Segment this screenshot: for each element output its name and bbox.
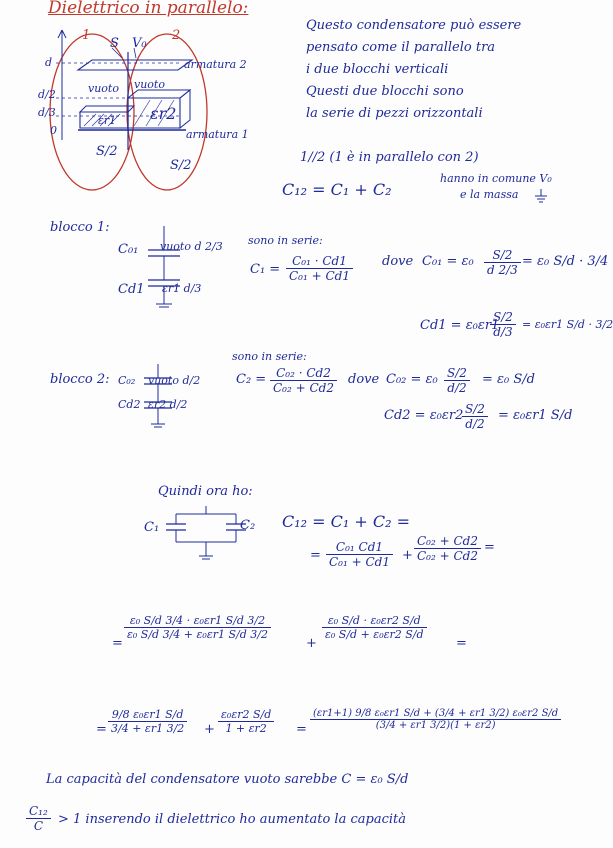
common-note-1: hanno in comune V₀ [440,172,552,185]
final-term-2-num: C₀₂ + Cd2 [414,534,481,549]
explanation-line-3: i due blocchi verticali [306,62,449,77]
step2-plus: + [306,636,317,651]
explanation-line-5: la serie di pezzi orizzontali [306,106,483,121]
c01-label: C₀₁ [118,242,139,257]
c1-denominator: C₀₁ + Cd1 [289,269,350,283]
conclusion-line-2: > 1 inserendo il dielettrico ho aumentato la capacità [58,812,406,827]
vuoto-right-label: vuoto [134,78,165,91]
c1-lhs: C₁ = [250,262,281,277]
block-1-heading: blocco 1: [50,220,110,235]
half-area-left: S/2 [96,144,118,159]
final-plus-1: + [402,548,413,563]
cd1-lhs: Cd1 = ε₀εr1 [420,318,500,333]
step2-term-2-den: ε₀ S/d + ε₀εr2 S/d [325,628,424,641]
page-title: Dielettrico in parallelo: [48,0,249,18]
cd1-rhs: = ε₀εr1 S/d · 3/2 [522,318,613,331]
step2-term-1 [124,614,271,641]
step2-eq-end: = [456,636,467,651]
cd1-label: Cd1 [118,282,145,297]
conclusion-ratio [26,804,51,833]
explanation-line-1: Questo condensatore può essere [306,18,522,33]
er2-label: εr2 [150,104,177,123]
final-term-2-den: C₀₂ + Cd2 [417,549,478,563]
height-d-label: d [45,56,53,69]
v0-label: V₀ [132,36,147,51]
c1-numerator: C₀₁ · Cd1 [286,254,353,269]
c02-denominator: d/2 [447,381,467,395]
c2-numerator: C₀₂ · Cd2 [270,366,337,381]
block-2-series-note: sono in serie: [232,350,307,363]
cd2-denominator: d/2 [465,417,485,431]
step3-result-den: (3/4 + εr1 3/2)(1 + εr2) [375,720,496,731]
block-1-dove: dove [382,254,414,269]
vuoto-d23-label: vuoto d 2/3 [160,240,223,253]
final-term-1-den: C₀₁ + Cd1 [329,555,390,569]
c02-lhs: C₀₂ = ε₀ [386,372,438,387]
block-1-series-note: sono in serie: [248,234,323,247]
vuoto-d2-label: vuoto d/2 [148,374,201,387]
vuoto-left-label: vuoto [88,82,119,95]
conclusion-ratio-num: C₁₂ [26,804,51,819]
c2-lhs: C₂ = [236,372,267,387]
c2-denominator: C₀₂ + Cd2 [273,381,334,395]
block-2-label: 2 [172,28,181,43]
block-2-dove: dove [348,372,380,387]
step3-term-1 [108,708,187,735]
c02-numerator: S/2 [444,366,470,381]
er1-d3-label: εr1 d/3 [162,282,202,295]
explanation-line-2: pensato come il parallelo tra [306,40,496,55]
armatura-1-label: armatura 1 [186,128,249,141]
step2-term-2-num: ε₀ S/d · ε₀εr2 S/d [322,614,427,628]
cd1-numerator: S/2 [490,310,516,325]
step2-eq: = [112,636,123,651]
area-label: S [110,36,119,51]
step3-result [310,708,561,731]
er2-d2-label: εr2 d/2 [148,398,188,411]
final-term-1-num: C₀₁ Cd1 [326,540,393,555]
armatura-2-label: armatura 2 [184,58,247,71]
circuit-c2-label: C₂ [240,518,256,533]
c01-lhs: C₀₁ = ε₀ [422,254,474,269]
conclusion-line-1: La capacità del condensatore vuoto sarebbe C = ε₀ S/d [46,772,409,787]
step2-term-1-num: ε₀ S/d 3/4 · ε₀εr1 S/d 3/2 [124,614,271,628]
conclusion-ratio-den: C [33,819,43,833]
c01-denominator: d 2/3 [487,263,518,277]
step2-term-2 [322,614,427,641]
step3-eq: = [96,722,107,737]
circuit-c1-label: C₁ [144,520,160,535]
height-d2-label: d/2 [38,88,56,101]
quindi-heading: Quindi ora ho: [158,484,253,499]
step3-eq-2: = [296,722,307,737]
explanation-line-4: Questi due blocchi sono [306,84,464,99]
step3-plus: + [204,722,215,737]
final-eq-2: = [484,540,495,555]
common-note-2: e la massa [460,188,519,201]
c01-rhs: = ε₀ S/d · 3/4 [522,254,609,269]
cd2-lhs: Cd2 = ε₀εr2 [384,408,464,423]
cd2-numerator: S/2 [462,402,488,417]
step3-term-1-den: 3/4 + εr1 3/2 [111,722,185,735]
cd2-label: Cd2 [118,398,141,411]
step3-term-1-num: 9/8 ε₀εr1 S/d [108,708,187,722]
step3-result-num: (εr1+1) 9/8 ε₀εr1 S/d + (3/4 + εr1 3/2) ε₀εr2 S/d [310,708,561,720]
final-term-1 [326,540,393,569]
step3-term-2 [218,708,274,735]
cd2-rhs: = ε₀εr1 S/d [498,408,573,423]
origin-label: 0 [50,124,57,137]
step2-term-1-den: ε₀ S/d 3/4 + ε₀εr1 S/d 3/2 [127,628,268,641]
cd1-denominator: d/3 [493,325,513,339]
block-1-label: 1 [82,28,91,43]
c12-sum-formula: C₁₂ = C₁ + C₂ [282,180,392,199]
final-c12-eq: C₁₂ = C₁ + C₂ = [282,512,411,531]
block-2-heading: blocco 2: [50,372,110,387]
c01-numerator: S/2 [484,248,521,263]
parallel-note: 1//2 (1 è in parallelo con 2) [300,150,479,165]
height-d3-label: d/3 [38,106,56,119]
step3-term-2-den: 1 + εr2 [225,722,267,735]
c02-rhs: = ε₀ S/d [482,372,535,387]
half-area-right: S/2 [170,158,192,173]
er1-label: εr1 [98,114,117,127]
final-eq-1: = [310,548,321,563]
step3-term-2-num: ε₀εr2 S/d [218,708,274,722]
c02-label: C₀₂ [118,374,136,387]
final-term-2 [414,534,481,563]
